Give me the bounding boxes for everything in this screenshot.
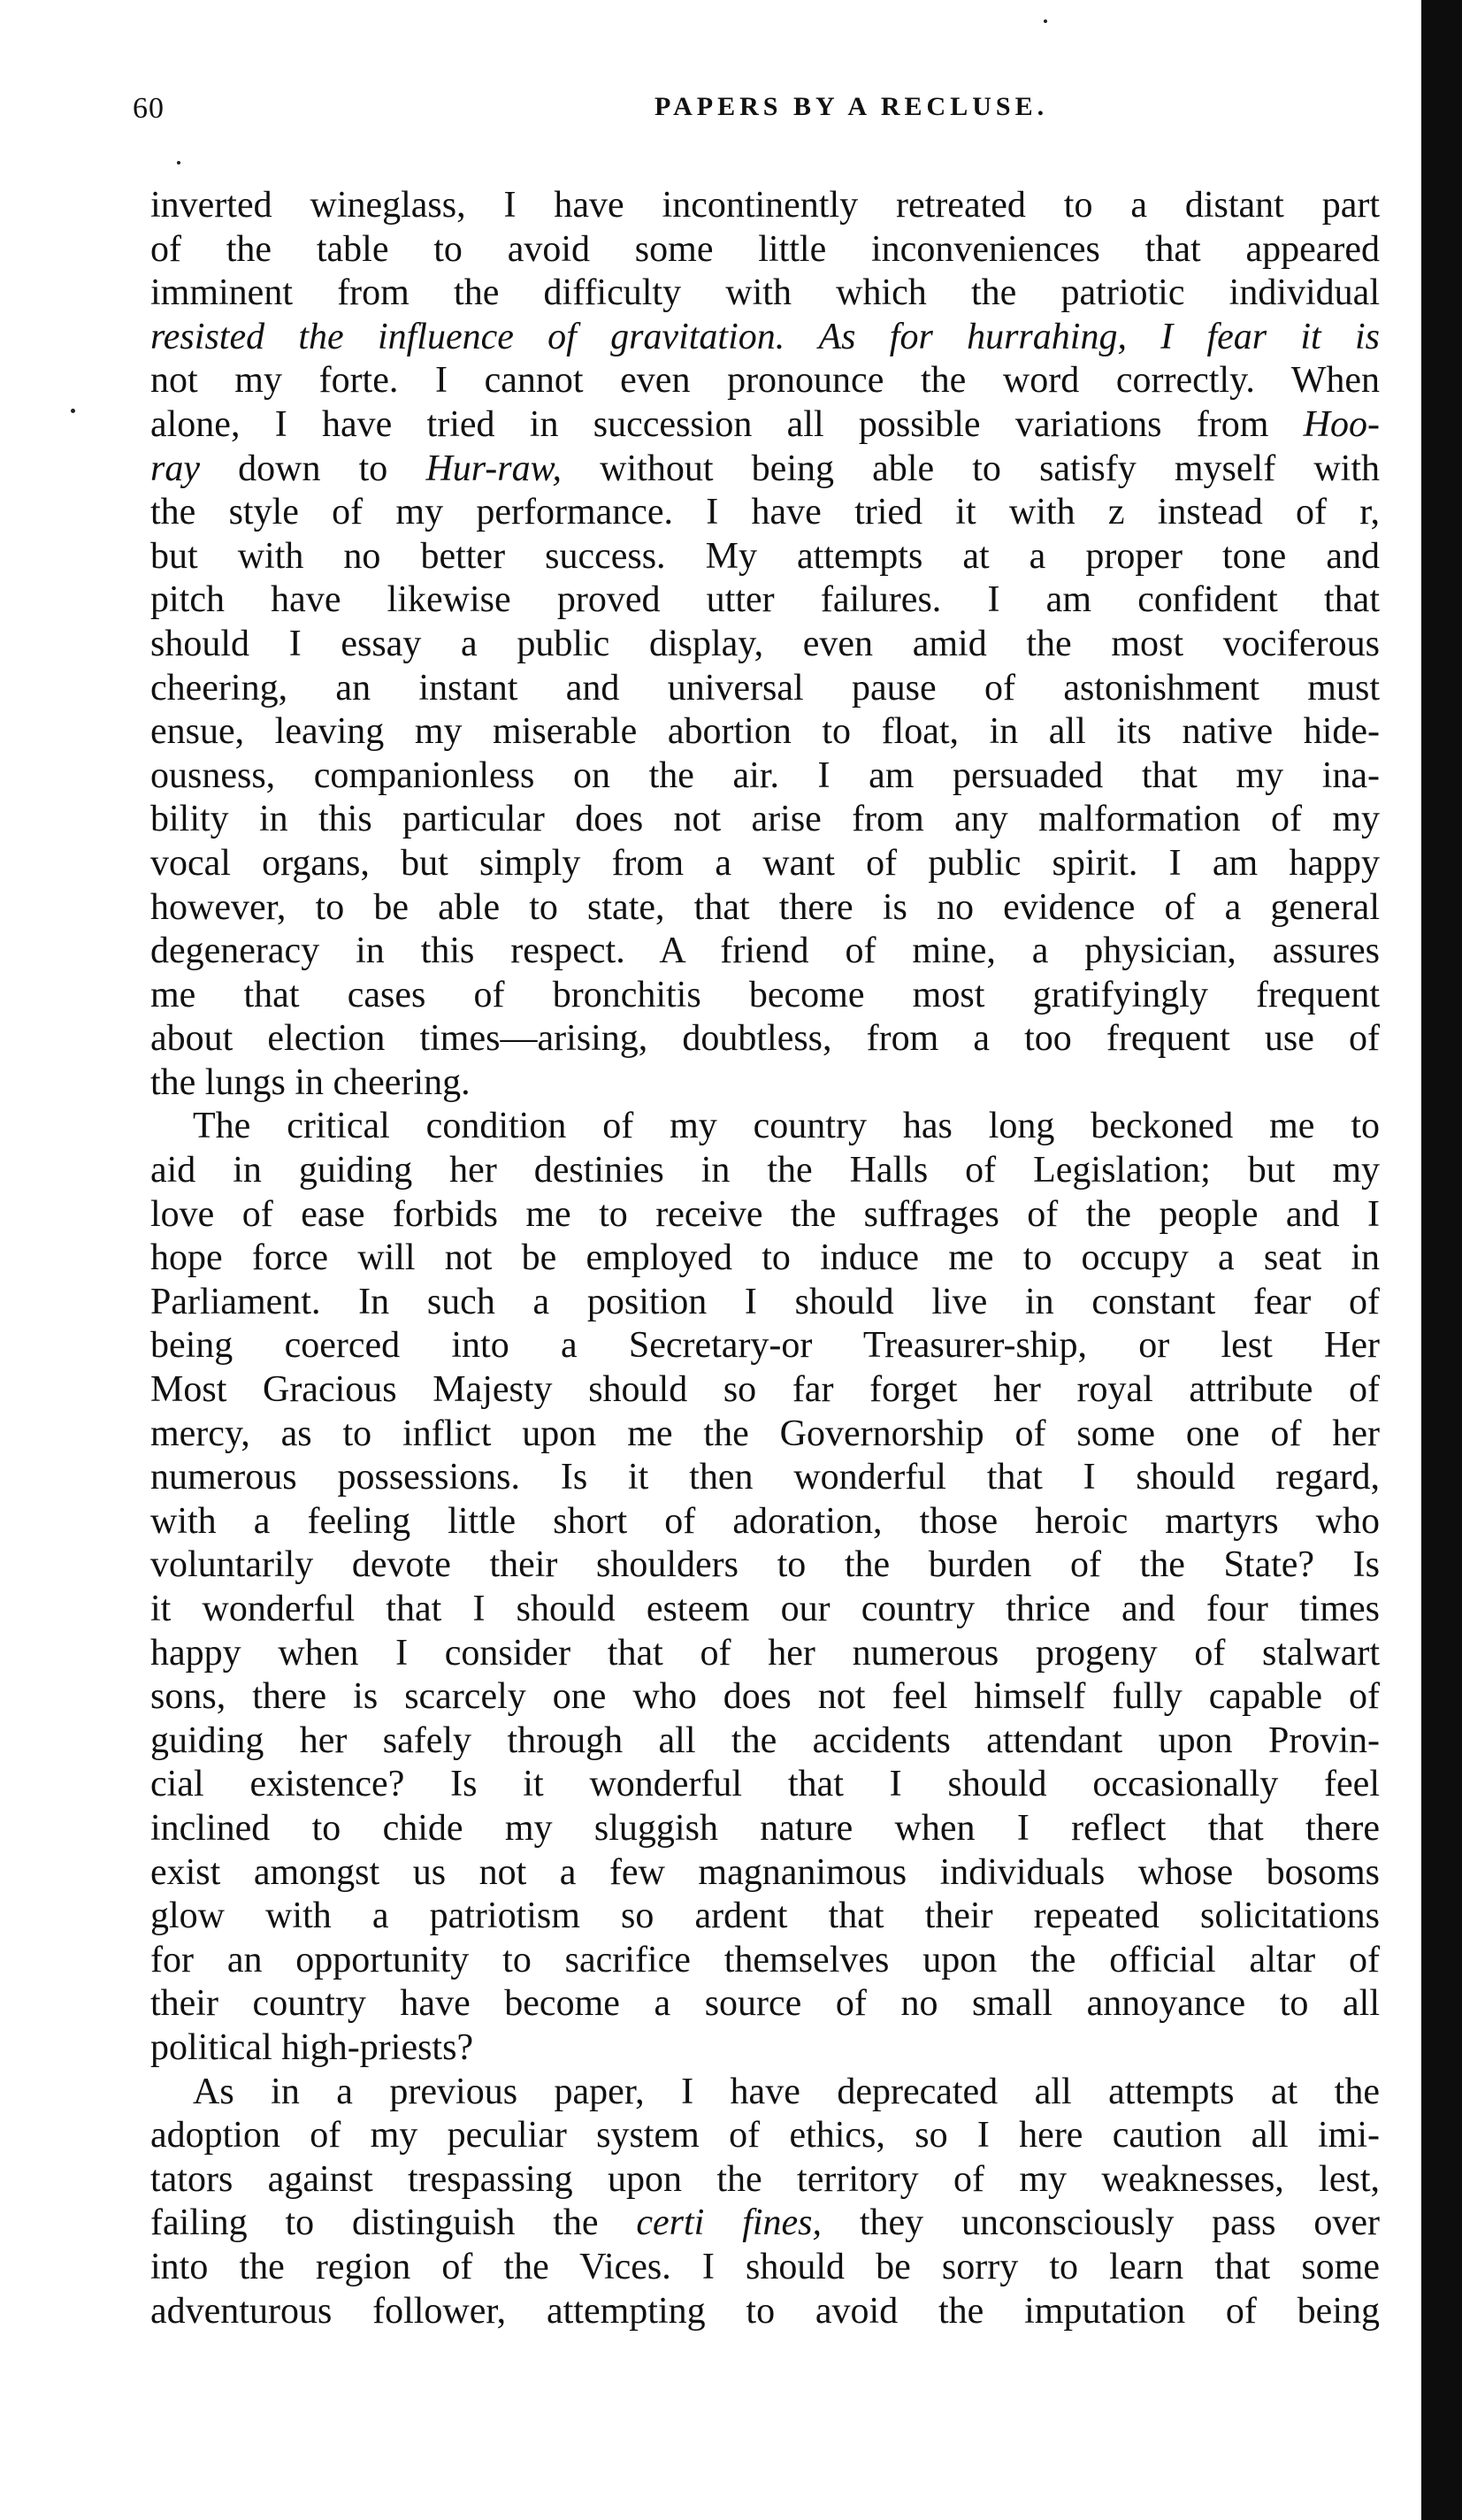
- scan-speck: [71, 409, 75, 413]
- text-run: love of ease forbids me to receive the suffrages of the people and I: [150, 1193, 1380, 1235]
- text-line: [150, 1237, 1380, 1281]
- text-run: being coerced into a Secretary-or Treasurer-ship, or lest Her: [150, 1325, 1380, 1367]
- page-number: 60: [133, 92, 165, 125]
- text-line: [150, 1500, 1380, 1544]
- text-line: [150, 710, 1380, 754]
- text-line: [150, 1895, 1380, 1939]
- text-run: hope force will not be employed to induce me to occupy a seat in: [150, 1237, 1380, 1279]
- text-line: [150, 974, 1380, 1018]
- text-run: inverted wineglass, I have incontinently retreated to a distant part: [150, 185, 1380, 226]
- scan-edge-bar: [1421, 0, 1462, 2520]
- text-line: [150, 2114, 1380, 2158]
- text-line: [150, 1588, 1380, 1632]
- text-run: political high-priests?: [150, 2026, 474, 2068]
- text-run: alone, I have tried in succession all possible variations from: [150, 403, 1304, 445]
- text-line: [150, 403, 1380, 448]
- text-line: [150, 2290, 1380, 2334]
- text-line: [150, 1675, 1380, 1720]
- text-line: [150, 1368, 1380, 1413]
- text-run: numerous possessions. Is it then wonderful that I should regard,: [150, 1457, 1380, 1498]
- paragraph: [150, 2071, 1380, 2334]
- text-line: [150, 1017, 1380, 1061]
- text-run: The critical condition of my country has long beckoned me to: [193, 1106, 1380, 1147]
- italic-text: ray: [150, 448, 200, 489]
- text-line: [150, 1413, 1380, 1457]
- text-run: with a feeling little short of adoration, those heroic martyrs who: [150, 1500, 1380, 1542]
- italic-text: As for hurrahing, I fear it is: [818, 316, 1381, 357]
- text-line: [150, 359, 1380, 403]
- text-line: [150, 535, 1380, 579]
- text-run: [785, 317, 818, 357]
- text-run: they unconsciously pass over: [822, 2202, 1380, 2244]
- text-run: sons, there is scarcely one who does not feel himself fully capable of: [150, 1676, 1380, 1718]
- text-line: [150, 1193, 1380, 1237]
- text-run: imminent from the difficulty with which the patriotic individual: [150, 272, 1380, 314]
- text-run: adoption of my peculiar system of ethics, so I here caution all imi-: [150, 2115, 1380, 2156]
- text-line: [150, 1982, 1380, 2026]
- text-line: [150, 886, 1380, 931]
- body-text: [150, 184, 1380, 2333]
- text-run: into the region of the Vices. I should be sorry to learn that some: [150, 2246, 1380, 2287]
- text-run: it wonderful that I should esteem our country thrice and four times: [150, 1589, 1380, 1629]
- italic-text: Hur-raw,: [425, 448, 563, 489]
- text-run: failing to distinguish the: [150, 2202, 637, 2244]
- text-run: cial existence? Is it wonderful that I should occasionally feel: [150, 1764, 1380, 1805]
- text-line: [150, 1763, 1380, 1807]
- text-line: [150, 1456, 1380, 1500]
- text-line: [150, 228, 1380, 272]
- text-line: [150, 1543, 1380, 1588]
- text-run: about election times—arising, doubtless, from a too frequent use of: [150, 1018, 1380, 1060]
- italic-text: Hoo-: [1303, 403, 1380, 445]
- text-line: [150, 1105, 1380, 1149]
- text-line: [150, 1720, 1380, 1764]
- text-run: down to: [200, 448, 426, 489]
- text-run: aid in guiding her destinies in the Halls of Legislation; but my: [150, 1150, 1380, 1191]
- text-run: exist amongst us not a few magnanimous individuals whose bosoms: [150, 1851, 1380, 1893]
- text-run: As in a previous paper, I have deprecated all attempts at the: [193, 2071, 1380, 2112]
- text-run: voluntarily devote their shoulders to the burden of the State? Is: [150, 1544, 1380, 1586]
- text-run: pitch have likewise proved utter failures. I am confident that: [150, 579, 1380, 621]
- text-run: happy when I consider that of her numerous progeny of stalwart: [150, 1632, 1380, 1674]
- text-run: adventurous follower, attempting to avoid the imputation of being: [150, 2290, 1380, 2332]
- text-run: Parliament. In such a position I should live in constant fear of: [150, 1281, 1380, 1322]
- text-run: ousness, companionless on the air. I am persuaded that my ina-: [150, 754, 1380, 796]
- text-run: cheering, an instant and universal pause of astonishment must: [150, 667, 1380, 709]
- text-run: inclined to chide my sluggish nature when I reflect that there: [150, 1807, 1380, 1849]
- text-run: Most Gracious Majesty should so far forget her royal attribute of: [150, 1369, 1380, 1411]
- text-run: ensue, leaving my miserable abortion to float, in all its native hide-: [150, 711, 1380, 753]
- paragraph: [150, 184, 1380, 1105]
- scan-speck: [177, 161, 180, 165]
- text-line: [150, 1632, 1380, 1676]
- text-line: [150, 2158, 1380, 2202]
- text-run: however, to be able to state, that there is no evidence of a general: [150, 886, 1380, 928]
- text-run: vocal organs, but simply from a want of public spirit. I am happy: [150, 842, 1380, 884]
- text-run: should I essay a public display, even amid the most vociferous: [150, 623, 1380, 664]
- text-line: [150, 842, 1380, 886]
- text-line: [150, 2202, 1380, 2246]
- text-run: not my forte. I cannot even pronounce the word correctly. When: [150, 360, 1380, 402]
- text-line: [150, 1281, 1380, 1325]
- text-line: [150, 184, 1380, 228]
- text-line: [150, 1807, 1380, 1851]
- text-line: [150, 1061, 1380, 1106]
- text-run: the style of my performance. I have tried it with z instead of r,: [150, 492, 1380, 533]
- text-run: mercy, as to inflict upon me the Governorship of some one of her: [150, 1413, 1380, 1454]
- text-line: [150, 2246, 1380, 2290]
- text-line: [150, 623, 1380, 667]
- text-line: [150, 1324, 1380, 1368]
- text-run: guiding her safely through all the accidents attendant upon Provin-: [150, 1720, 1380, 1761]
- text-run: me that cases of bronchitis become most gratifyingly frequent: [150, 974, 1380, 1015]
- text-line: [150, 2026, 1380, 2071]
- italic-text: certi fines,: [636, 2202, 823, 2244]
- paragraph: [150, 1105, 1380, 2070]
- text-line: [150, 754, 1380, 799]
- text-run: for an opportunity to sacrifice themselves upon the official altar of: [150, 1939, 1380, 1980]
- text-run: of the table to avoid some little inconveniences that appeared: [150, 228, 1380, 270]
- text-line: [150, 316, 1380, 360]
- text-line: [150, 578, 1380, 623]
- text-run: their country have become a source of no small annoyance to all: [150, 1983, 1380, 2025]
- text-run: glow with a patriotism so ardent that their repeated solicitations: [150, 1896, 1380, 1937]
- running-head: [133, 92, 1380, 136]
- text-run: tators against trespassing upon the territory of my weaknesses, lest,: [150, 2158, 1380, 2200]
- text-line: [150, 1939, 1380, 1983]
- scan-speck: [1044, 19, 1047, 23]
- text-line: [150, 798, 1380, 842]
- text-line: [150, 667, 1380, 711]
- text-run: the lungs in cheering.: [150, 1061, 471, 1103]
- text-line: [150, 448, 1380, 492]
- text-line: [150, 930, 1380, 974]
- text-line: [150, 272, 1380, 316]
- text-line: [150, 491, 1380, 535]
- text-run: without being able to satisfy myself with: [562, 448, 1381, 489]
- text-line: [150, 1851, 1380, 1896]
- text-run: bility in this particular does not arise from any malformation of my: [150, 799, 1380, 840]
- italic-text: resisted the influence of gravitation.: [150, 316, 785, 357]
- text-run: but with no better success. My attempts at a proper tone and: [150, 535, 1380, 577]
- running-title: PAPERS BY A RECLUSE.: [654, 92, 1049, 121]
- text-line: [150, 1149, 1380, 1193]
- text-run: degeneracy in this respect. A friend of mine, a physician, assures: [150, 931, 1380, 972]
- text-line: [150, 2071, 1380, 2115]
